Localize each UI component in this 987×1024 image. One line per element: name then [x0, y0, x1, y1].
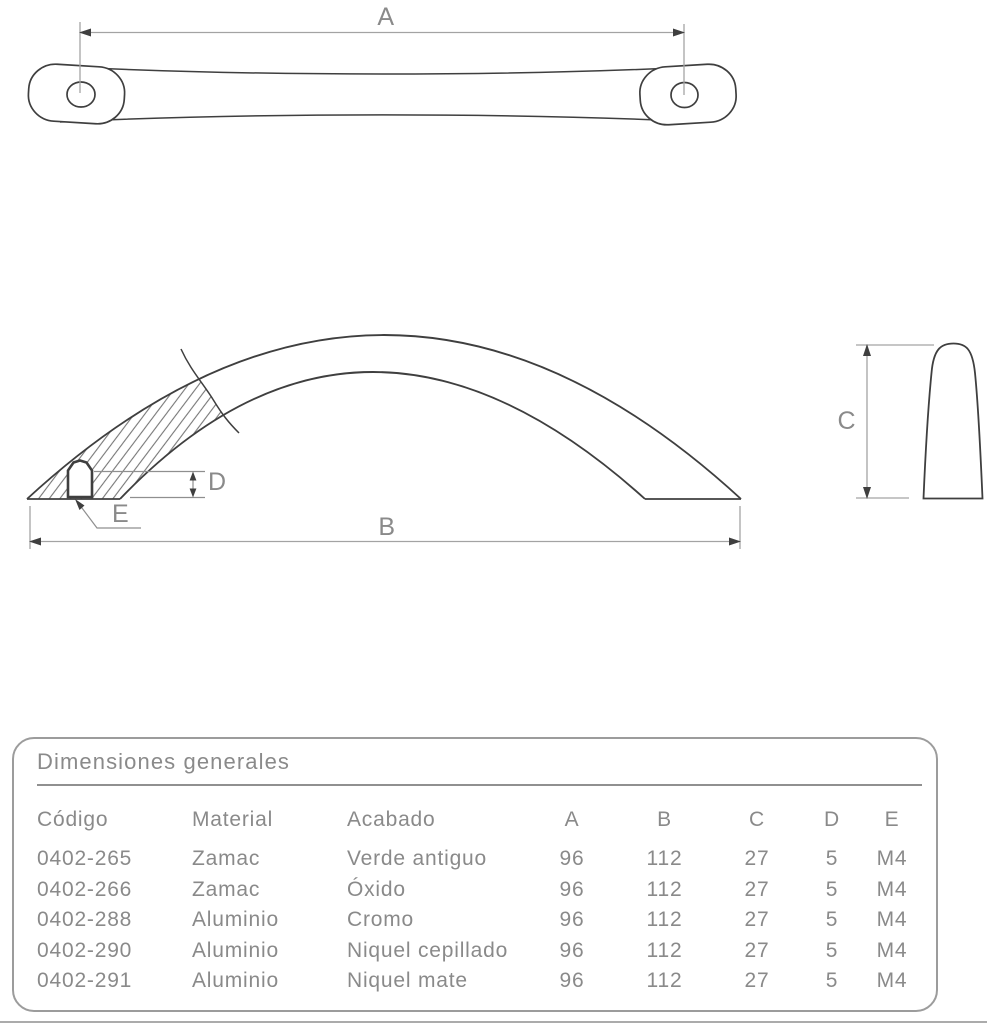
- table-cell-material: Aluminio: [192, 938, 279, 962]
- table-cell-d: 5: [825, 969, 839, 993]
- dimension-a-label: A: [377, 3, 395, 31]
- table-header-row: [14, 806, 936, 834]
- table-cell-material: Zamac: [192, 847, 261, 870]
- header-cell-c: C: [749, 808, 765, 831]
- table-row: [14, 966, 936, 997]
- table-cell-e: M4: [876, 877, 908, 901]
- table-body: [14, 844, 936, 997]
- table-cell-d: 5: [825, 877, 839, 901]
- table-cell-a: 96: [559, 938, 585, 962]
- side-view: [15, 325, 741, 505]
- table-cell-codigo: 0402-266: [37, 877, 133, 901]
- dimension-b-label: B: [378, 513, 396, 541]
- dimension-a: [80, 3, 684, 95]
- table-cell-a: 96: [559, 877, 585, 901]
- table-row: [14, 936, 936, 967]
- table-cell-a: 96: [559, 847, 585, 870]
- table-cell-a: 96: [559, 969, 585, 993]
- table-cell-c: 27: [744, 908, 770, 932]
- table-cell-acabado: Niquel mate: [347, 969, 468, 993]
- header-cell-acabado: Acabado: [347, 808, 436, 831]
- header-cell-codigo: Código: [37, 808, 109, 831]
- table-cell-c: 27: [744, 969, 770, 993]
- arrow-e: [75, 499, 85, 510]
- table-cell-codigo: 0402-291: [37, 969, 133, 993]
- table-cell-material: Aluminio: [192, 969, 279, 993]
- table-cell-b: 112: [646, 938, 683, 962]
- end-profile: [924, 344, 983, 499]
- table-cell-acabado: Niquel cepillado: [347, 938, 509, 962]
- table-cell-c: 27: [744, 847, 770, 870]
- handle-top-outline: [60, 67, 704, 123]
- header-cell-d: D: [824, 808, 840, 831]
- leader-line-e: [79, 504, 141, 528]
- table-cell-e: M4: [876, 969, 908, 993]
- dimension-c-label: C: [837, 407, 856, 435]
- table-cell-acabado: Cromo: [347, 908, 415, 932]
- table-cell-c: 27: [744, 938, 770, 962]
- dimension-d-label: D: [208, 468, 227, 496]
- table-cell-e: M4: [876, 938, 908, 962]
- table-cell-b: 112: [646, 847, 683, 870]
- table-cell-d: 5: [825, 938, 839, 962]
- arrow-d-down: [190, 489, 197, 498]
- header-cell-b: B: [657, 808, 672, 831]
- table-cell-b: 112: [646, 969, 683, 993]
- dimension-c: [837, 345, 934, 498]
- screw-hole: [68, 461, 92, 498]
- table-title: Dimensiones generales: [37, 749, 291, 774]
- label-e-leader: [75, 499, 141, 528]
- table-row: [14, 905, 936, 936]
- header-cell-material: Material: [192, 808, 274, 831]
- table-cell-b: 112: [646, 877, 683, 901]
- top-view: [27, 63, 738, 127]
- header-cell-a: A: [564, 808, 580, 831]
- end-view: [924, 344, 983, 499]
- table-cell-acabado: Verde antiguo: [347, 847, 488, 870]
- dimensions-table: [12, 737, 938, 1012]
- table-row: [14, 844, 936, 875]
- header-cell-e: E: [884, 808, 900, 831]
- table-cell-material: Aluminio: [192, 908, 279, 932]
- dimension-e-label: E: [112, 500, 130, 528]
- table-cell-codigo: 0402-288: [37, 908, 133, 932]
- mounting-hole-left: [67, 82, 95, 107]
- table-cell-material: Zamac: [192, 877, 261, 901]
- arrow-d-up: [190, 472, 197, 481]
- table-cell-a: 96: [559, 908, 585, 932]
- table-cell-codigo: 0402-265: [37, 847, 133, 870]
- table-cell-b: 112: [646, 908, 683, 932]
- table-cell-c: 27: [744, 877, 770, 901]
- table-title-rule: [37, 784, 922, 786]
- table-cell-acabado: Óxido: [347, 877, 406, 901]
- table-cell-d: 5: [825, 908, 839, 932]
- table-cell-d: 5: [825, 847, 839, 870]
- table-row: [14, 875, 936, 906]
- table-cell-e: M4: [876, 908, 908, 932]
- table-cell-e: M4: [876, 847, 908, 870]
- page-bottom-divider: [0, 1021, 987, 1023]
- table-cell-codigo: 0402-290: [37, 938, 133, 962]
